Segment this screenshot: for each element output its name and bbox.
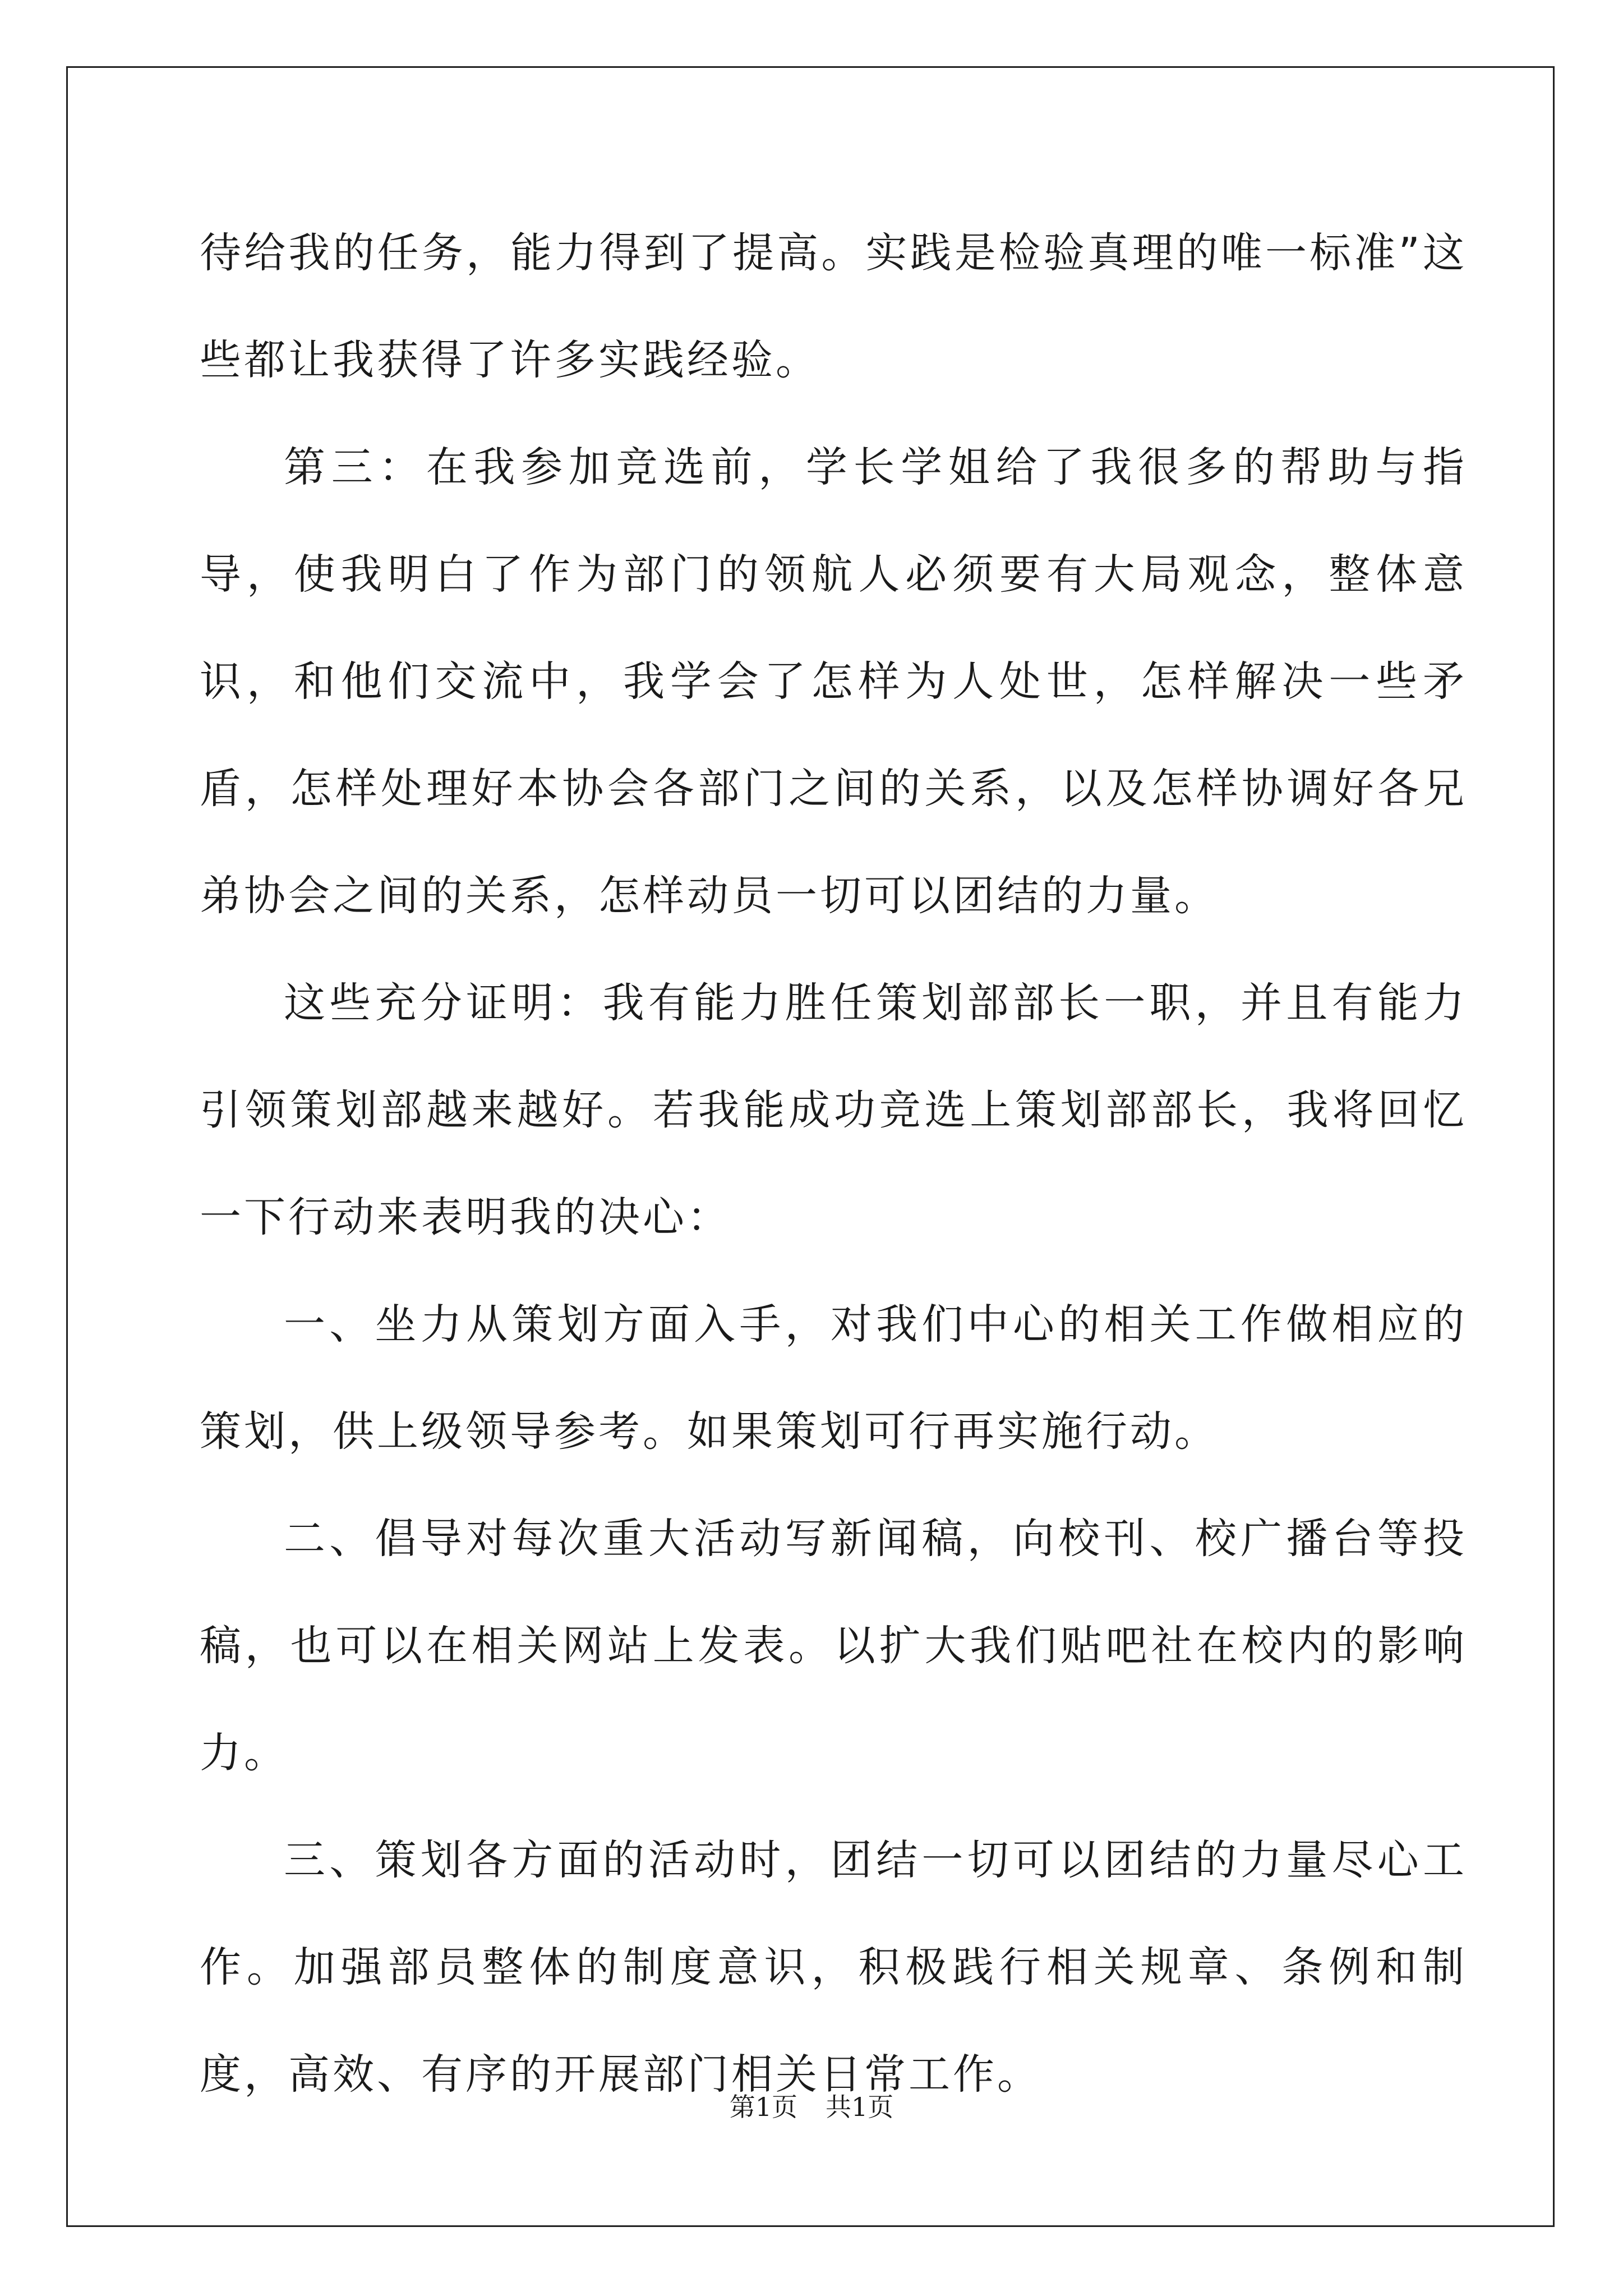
paragraph-5: 二、倡导对每次重大活动写新闻稿，向校刊、校广播台等投稿，也可以在相关网站上发表。以扩大我们贴吧社在校内的影响力。	[200, 1515, 1467, 1777]
paragraph-1: 待给我的任务，能力得到了提高。实践是检验真理的唯一标准”这些都让我获得了许多实践经验。	[200, 229, 1467, 384]
paragraph-2: 第三：在我参加竞选前，学长学姐给了我很多的帮助与指导，使我明白了作为部门的领航人必须要有大局观念，整体意识，和他们交流中，我学会了怎样为人处世，怎样解决一些矛盾，怎样处理好本协会各部门之间的关系，以及怎样协调好各兄弟协会之间的关系，怎样动员一切可以团结的力量。	[200, 443, 1467, 920]
paragraph-4: 一、坐力从策划方面入手，对我们中心的相关工作做相应的策划，供上级领导参考。如果策划可行再实施行动。	[200, 1300, 1467, 1456]
page-total: 共1页	[826, 2092, 894, 2122]
document-body	[200, 200, 1467, 2128]
page-number: 第1页	[729, 2092, 797, 2122]
paragraph-6: 三、策划各方面的活动时，团结一切可以团结的力量尽心工作。加强部员整体的制度意识，积极践行相关规章、条例和制度，高效、有序的开展部门相关日常工作。	[200, 1836, 1467, 2099]
paragraph-3: 这些充分证明：我有能力胜任策划部部长一职，并且有能力引领策划部越来越好。若我能成功竞选上策划部部长，我将回忆一下行动来表明我的决心：	[200, 979, 1467, 1241]
page-footer	[0, 2087, 1623, 2124]
